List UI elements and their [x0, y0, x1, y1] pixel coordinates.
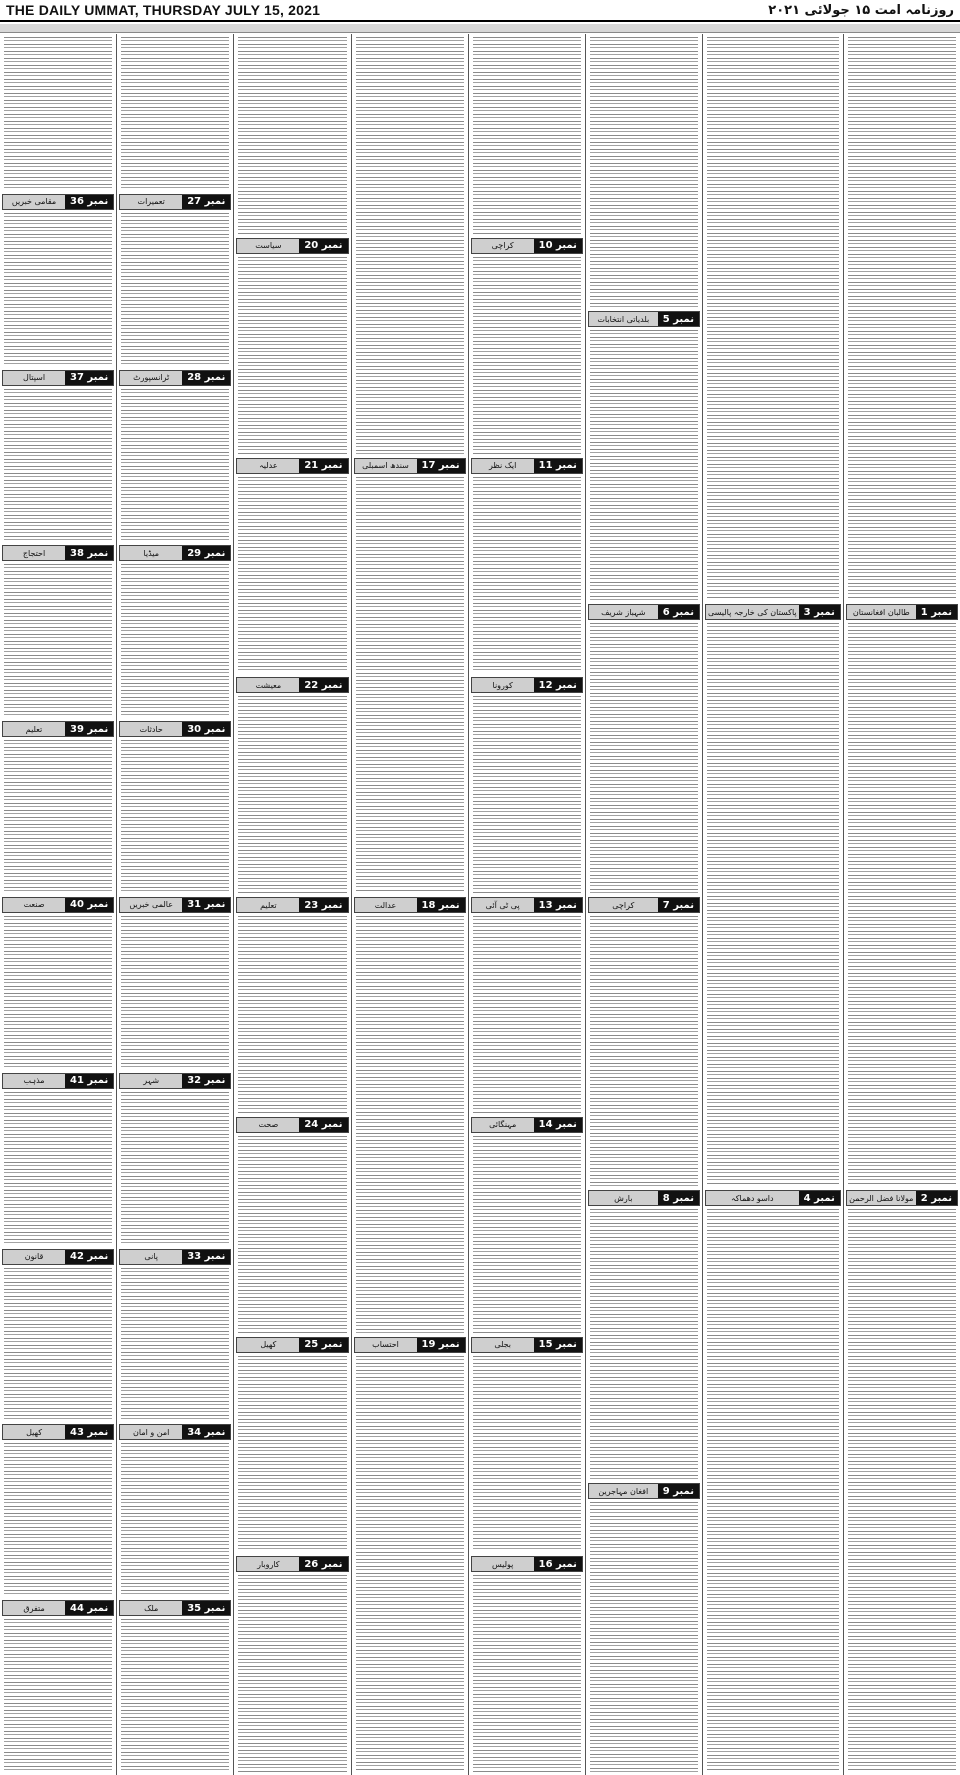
newspaper-columns	[0, 34, 960, 1775]
news-column	[843, 34, 960, 1775]
news-item-number: نمبر 18	[417, 898, 465, 912]
article-text	[4, 564, 112, 717]
article-text	[121, 916, 229, 1069]
news-item-number: نمبر 24	[299, 1118, 347, 1132]
news-item-title: تعلیم	[25, 724, 43, 734]
news-item-header	[119, 897, 231, 913]
news-item-header	[354, 1337, 466, 1353]
news-item-header	[705, 1190, 841, 1206]
news-item-header	[588, 1483, 700, 1499]
news-item-number: نمبر 11	[534, 459, 582, 473]
news-item-header	[119, 194, 231, 210]
news-item-header	[471, 677, 583, 693]
article-text	[848, 1209, 956, 1772]
news-column	[351, 34, 468, 1775]
news-item-title: صنعت	[23, 900, 45, 910]
news-item-title: صحت	[258, 1120, 279, 1130]
news-item-number: نمبر 37	[65, 371, 113, 385]
news-item-number: نمبر 33	[182, 1250, 230, 1264]
news-item-header	[2, 545, 114, 561]
news-item-title: مذہب	[23, 1076, 45, 1086]
article-text	[4, 1443, 112, 1596]
news-item-title: کورونا	[492, 680, 513, 690]
article-text	[356, 1356, 464, 1773]
article-text	[356, 477, 464, 894]
news-item-header	[2, 1249, 114, 1265]
news-item-title: پانی	[144, 1252, 158, 1262]
article-text	[121, 1443, 229, 1596]
article-text	[121, 564, 229, 717]
news-item-title: شہر	[143, 1076, 160, 1086]
news-item-title: کاروبار	[257, 1559, 280, 1569]
news-item-number: نمبر 10	[534, 239, 582, 253]
news-item-title: پولیس	[491, 1559, 514, 1569]
article-text	[121, 740, 229, 893]
article-text	[356, 37, 464, 454]
news-item-title: ایک نظر	[488, 461, 517, 470]
news-item-number: نمبر 1	[916, 605, 957, 619]
masthead-urdu: روزنامہ امت ۱۵ جولائی ۲۰۲۱	[768, 2, 954, 18]
news-item-header	[119, 370, 231, 386]
news-item-header	[588, 897, 700, 913]
news-item-header	[471, 458, 583, 474]
news-item-number: نمبر 38	[65, 546, 113, 560]
news-item-header	[119, 1600, 231, 1616]
news-item-number: نمبر 16	[534, 1557, 582, 1571]
news-item-header	[354, 897, 466, 913]
page-header	[0, 0, 960, 22]
news-item-title: طالبان افغانستان	[852, 607, 910, 617]
article-text	[121, 213, 229, 366]
news-item-header	[471, 1117, 583, 1133]
article-text	[473, 916, 581, 1113]
news-item-header	[119, 1249, 231, 1265]
news-item-number: نمبر 8	[658, 1191, 699, 1205]
article-text	[590, 916, 698, 1186]
news-item-number: نمبر 31	[182, 898, 230, 912]
article-text	[473, 1356, 581, 1553]
news-item-title: حادثات	[139, 724, 163, 734]
article-text	[4, 740, 112, 893]
news-item-number: نمبر 12	[534, 678, 582, 692]
news-item-title: کھیل	[260, 1340, 277, 1349]
news-item-header	[119, 1424, 231, 1440]
article-text	[590, 37, 698, 307]
article-text	[848, 37, 956, 600]
news-item-header	[119, 721, 231, 737]
article-text	[473, 1136, 581, 1333]
news-item-header	[2, 721, 114, 737]
article-text	[473, 696, 581, 893]
news-item-number: نمبر 22	[299, 678, 347, 692]
article-text	[707, 37, 839, 600]
news-item-number: نمبر 35	[182, 1601, 230, 1615]
article-text	[238, 1575, 346, 1772]
news-item-header	[236, 1556, 348, 1572]
news-item-header	[471, 238, 583, 254]
article-text	[590, 330, 698, 600]
news-item-title: پی ٹی آئی	[485, 900, 520, 910]
news-item-number: نمبر 17	[417, 459, 465, 473]
article-text	[590, 1209, 698, 1479]
news-item-number: نمبر 32	[182, 1074, 230, 1088]
news-item-number: نمبر 34	[182, 1425, 230, 1439]
news-item-title: کراچی	[491, 241, 514, 251]
news-item-title: عدلیہ	[259, 461, 278, 470]
news-item-number: نمبر 23	[299, 898, 347, 912]
news-item-header	[2, 194, 114, 210]
news-item-header	[588, 1190, 700, 1206]
news-item-number: نمبر 6	[658, 605, 699, 619]
article-text	[707, 623, 839, 1186]
news-item-number: نمبر 26	[299, 1557, 347, 1571]
news-item-header	[2, 1073, 114, 1089]
article-text	[121, 389, 229, 542]
news-item-number: نمبر 2	[916, 1191, 957, 1205]
news-item-title: شہباز شریف	[601, 607, 646, 617]
article-text	[473, 37, 581, 234]
article-text	[707, 1209, 839, 1772]
news-item-title: متفرق	[23, 1603, 45, 1613]
news-item-number: نمبر 42	[65, 1250, 113, 1264]
news-item-header	[2, 1600, 114, 1616]
article-text	[238, 477, 346, 674]
news-item-number: نمبر 7	[658, 898, 699, 912]
article-text	[4, 1268, 112, 1421]
news-item-header	[471, 1337, 583, 1353]
article-text	[473, 257, 581, 454]
news-item-title: تعمیرات	[137, 197, 165, 207]
article-text	[4, 37, 112, 190]
news-item-number: نمبر 3	[799, 605, 840, 619]
news-item-number: نمبر 21	[299, 459, 347, 473]
news-item-header	[705, 604, 841, 620]
article-text	[590, 623, 698, 893]
news-item-title: قانون	[24, 1252, 44, 1262]
news-item-header	[236, 677, 348, 693]
news-item-header	[236, 238, 348, 254]
article-text	[473, 477, 581, 674]
news-item-header	[2, 897, 114, 913]
news-item-number: نمبر 41	[65, 1074, 113, 1088]
news-item-number: نمبر 5	[658, 312, 699, 326]
news-column	[233, 34, 350, 1775]
news-item-number: نمبر 13	[534, 898, 582, 912]
article-text	[590, 1502, 698, 1772]
news-item-number: نمبر 29	[182, 546, 230, 560]
news-item-header	[471, 1556, 583, 1572]
article-text	[238, 1136, 346, 1333]
article-text	[238, 257, 346, 454]
news-item-number: نمبر 4	[799, 1191, 840, 1205]
article-text	[238, 916, 346, 1113]
news-item-header	[588, 311, 700, 327]
article-text	[238, 696, 346, 893]
news-item-title: مولانا فضل الرحمن	[849, 1193, 914, 1203]
news-item-number: نمبر 15	[534, 1338, 582, 1352]
news-item-header	[236, 1117, 348, 1133]
news-item-title: میڈیا	[143, 548, 159, 558]
news-item-title: ٹرانسپورٹ	[133, 373, 170, 383]
news-item-number: نمبر 30	[182, 722, 230, 736]
article-text	[238, 1356, 346, 1553]
news-item-title: کراچی	[612, 900, 635, 910]
news-item-header	[2, 370, 114, 386]
news-item-title: ملک	[144, 1603, 159, 1613]
article-text	[121, 1268, 229, 1421]
news-item-title: مقامی خبریں	[11, 197, 57, 207]
news-item-title: پاکستان کی خارجہ پالیسی	[707, 607, 797, 617]
news-item-number: نمبر 9	[658, 1484, 699, 1498]
news-item-number: نمبر 27	[182, 195, 230, 209]
news-item-title: امن و امان	[133, 1427, 170, 1437]
news-item-number: نمبر 25	[299, 1338, 347, 1352]
news-item-title: سیاست	[255, 241, 282, 251]
masthead-english: THE DAILY UMMAT, THURSDAY JULY 15, 2021	[6, 2, 321, 18]
news-item-number: نمبر 43	[65, 1425, 113, 1439]
article-text	[4, 389, 112, 542]
article-text	[356, 916, 464, 1333]
news-item-number: نمبر 40	[65, 898, 113, 912]
news-item-number: نمبر 44	[65, 1601, 113, 1615]
news-item-title: تعلیم	[260, 900, 277, 910]
news-item-header	[2, 1424, 114, 1440]
header-rule	[0, 24, 960, 33]
news-column	[585, 34, 702, 1775]
article-text	[238, 37, 346, 234]
article-text	[4, 1619, 112, 1772]
news-item-number: نمبر 36	[65, 195, 113, 209]
news-item-title: مہنگائی	[489, 1120, 517, 1130]
news-item-header	[471, 897, 583, 913]
article-text	[473, 1575, 581, 1772]
news-item-title: احتجاج	[22, 548, 46, 558]
news-item-header	[846, 604, 958, 620]
news-item-number: نمبر 20	[299, 239, 347, 253]
news-item-title: معیشت	[255, 680, 282, 690]
news-item-title: عدالت	[374, 900, 397, 910]
news-column	[702, 34, 843, 1775]
news-item-header	[236, 1337, 348, 1353]
news-item-title: افغان مہاجرین	[598, 1486, 649, 1496]
news-column	[468, 34, 585, 1775]
article-text	[121, 1619, 229, 1772]
article-text	[4, 213, 112, 366]
news-item-header	[119, 1073, 231, 1089]
news-item-number: نمبر 39	[65, 722, 113, 736]
news-item-header	[846, 1190, 958, 1206]
news-item-number: نمبر 19	[417, 1338, 465, 1352]
article-text	[121, 37, 229, 190]
news-item-header	[236, 897, 348, 913]
article-text	[4, 1092, 112, 1245]
news-column	[116, 34, 233, 1775]
news-item-title: بارش	[614, 1193, 633, 1203]
news-item-title: سندھ اسمبلی	[362, 461, 409, 470]
news-item-title: کھیل	[26, 1427, 43, 1437]
news-item-title: احتساب	[372, 1340, 399, 1349]
news-item-title: بلدیاتی انتخابات	[597, 314, 650, 324]
news-item-header	[119, 545, 231, 561]
article-text	[4, 916, 112, 1069]
news-item-title: داسو دھماکہ	[731, 1193, 774, 1203]
news-item-header	[236, 458, 348, 474]
article-text	[848, 623, 956, 1186]
article-text	[121, 1092, 229, 1245]
news-item-header	[354, 458, 466, 474]
news-item-title: عالمی خبریں	[129, 900, 173, 910]
news-column	[0, 34, 116, 1775]
news-item-title: اسپتال	[23, 373, 46, 383]
news-item-number: نمبر 14	[534, 1118, 582, 1132]
news-item-title: بجلی	[494, 1340, 512, 1349]
news-item-header	[588, 604, 700, 620]
news-item-number: نمبر 28	[182, 371, 230, 385]
